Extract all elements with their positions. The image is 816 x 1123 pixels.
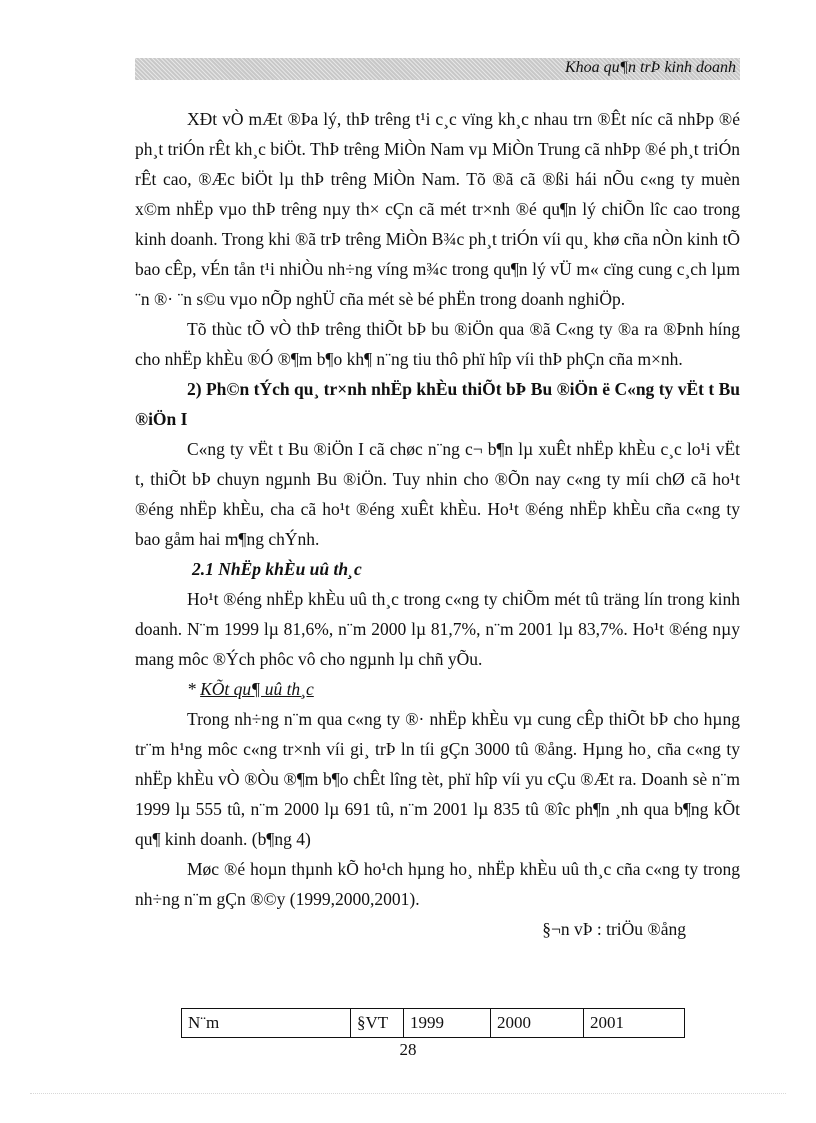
paragraph-entrusted-import: Ho¹t ®éng nhËp khÈu uû th¸c trong c«ng ty chiÕm mét tû träng lín trong kinh doanh. N¨m 1999 lµ 81,6%, n¨m 2000 lµ 81,7%, n¨m 2001 lµ 83,7%. Ho¹t ®éng nµy mang môc ®Ých phôc vô cho ngµnh lµ chñ yÕu. [135, 589, 740, 669]
table-header-cell: §VT [351, 1009, 404, 1038]
paragraph-plan-completion: Møc ®é hoµn thµnh kÕ ho¹ch hµng ho¸ nhËp khÈu uû th¸c cña c«ng ty trong nh÷ng n¨m gÇn ®©y (1999,2000,2001). [135, 859, 740, 909]
paragraph-sales: Trong nh÷ng n¨m qua c«ng ty ®· nhËp khÈu vµ cung cÊp thiÕt bÞ cho hµng tr¨m h¹ng môc c«ng tr×nh víi gi¸ trÞ ln tíi gÇn 3000 tû ®ång. Hµng ho¸ cña c«ng ty nhËp khÈu vÒ ®Òu ®¶m b¶o chÊt lîng tèt, phï hîp víi yu cÇu ®Æt ra. Doanh sè n¨m 1999 lµ 555 tû, n¨m 2000 lµ 691 tû, n¨m 2001 lµ 835 tû ®îc ph¶n ¸nh qua b¶ng kÕt qu¶ kinh doanh. (b¶ng 4) [135, 709, 740, 849]
unit-label: §¬n vÞ : triÖu ®ång [542, 919, 686, 939]
table-header-cell: N¨m [182, 1009, 351, 1038]
page-header [135, 58, 740, 80]
table-header-cell: 2000 [491, 1009, 584, 1038]
results-heading-text: KÕt qu¶ uû th¸c [200, 679, 314, 699]
page-body [135, 104, 740, 944]
page-number: 28 [399, 1040, 417, 1059]
results-star: * [187, 679, 201, 699]
table-header-row [182, 1009, 685, 1038]
section-2-1-heading: 2.1 NhËp khÈu uû th¸c [192, 559, 362, 579]
page-bottom-divider [30, 1093, 786, 1094]
section-2-heading: 2) Ph©n tÝch qu¸ tr×nh nhËp khÈu thiÕt bÞ Bu ®iÖn ë C«ng ty vËt t Bu ®iÖn I [135, 379, 740, 429]
results-heading [135, 674, 740, 704]
paragraph-geography: XÐt vÒ mÆt ®Þa lý, thÞ trêng t¹i c¸c vïng kh¸c nhau trn ®Êt níc cã nhÞp ®é ph¸t triÓn rÊt kh¸c biÖt. ThÞ trêng MiÒn Nam vµ MiÒn Trung cã nhÞp ®é ph¸t triÓn rÊt cao, ®Æc biÖt lµ thÞ trêng MiÒn Nam. Tõ ®ã cã ®ßi hái nÕu c«ng ty muèn x©m nhËp vµo thÞ trêng nµy th× cÇn cã mét tr×nh ®é qu¶n lý chiÕn lîc cao trong kinh doanh. Trong khi ®ã trÞ trêng MiÒn B¾c ph¸t triÓn víi qu¸ khø cña nÒn kinh tÕ bao cÊp, vÉn tån t¹i nhiÒu nh÷ng víng m¾c trong qu¶n lý vÜ m« cïng cung c¸ch lµm ¨n ®· ¨n s©u vµo nÕp nghÜ cña mét sè bé phËn trong doanh nghiÖp. [135, 109, 740, 309]
paragraph-orientation: Tõ thùc tÕ vÒ thÞ trêng thiÕt bÞ bu ®iÖn qua ®ã C«ng ty ®a ra ®Þnh híng cho nhËp khÈu ®Ó ®¶m b¶o kh¶ n¨ng tiu thô phï hîp víi thÞ phÇn cña m×nh. [135, 319, 740, 369]
paragraph-company-function: C«ng ty vËt t Bu ®iÖn I cã chøc n¨ng c¬ b¶n lµ xuÊt nhËp khÈu c¸c lo¹i vËt t, thiÕt bÞ chuyn ngµnh Bu ®iÖn. Tuy nhin cho ®Õn nay c«ng ty míi chØ cã ho¹t ®éng nhËp khÈu, cha cã ho¹t ®éng xuÊt khÈu. Ho¹t ®éng nhËp khÈu cña c«ng ty bao gåm hai m¶ng chÝnh. [135, 439, 740, 549]
table-header-cell: 2001 [584, 1009, 685, 1038]
results-table [181, 1008, 685, 1038]
header-title: Khoa qu¶n trÞ kinh doanh [564, 59, 736, 76]
table-header-cell: 1999 [404, 1009, 491, 1038]
